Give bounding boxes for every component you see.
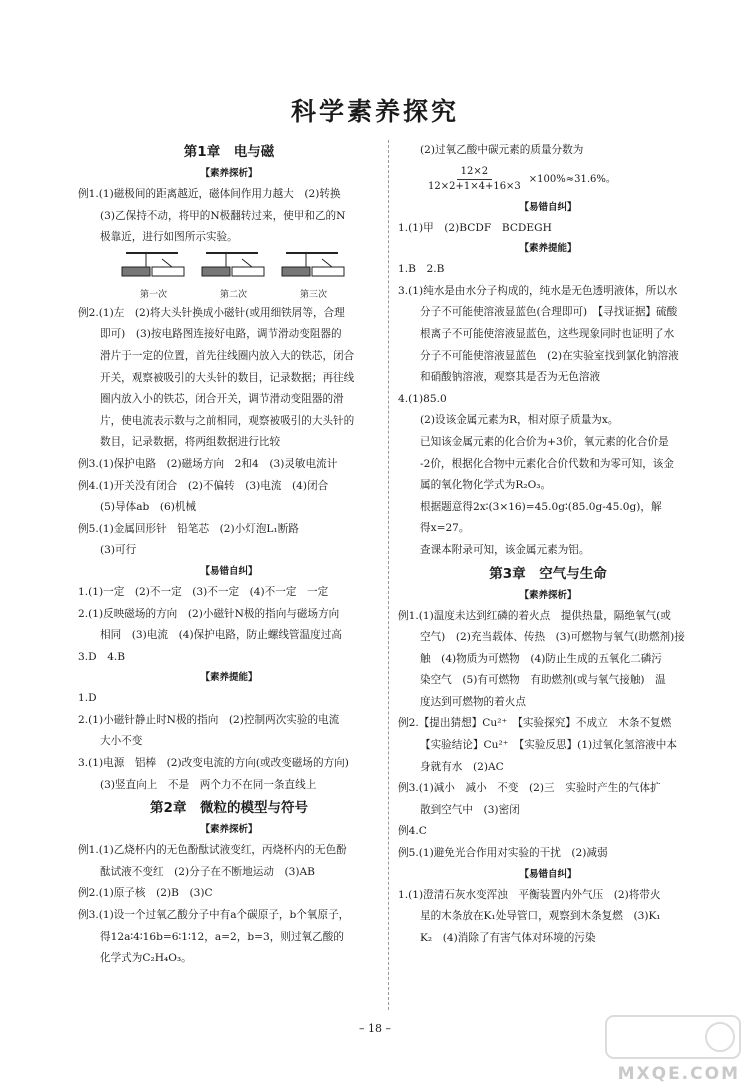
section-heading: 【素养探析】	[519, 589, 577, 601]
formula-intro: (2)过氧乙酸中碳元素的质量分数为	[420, 144, 584, 156]
answer-line: 身就有水 (2)AC	[420, 760, 504, 773]
answer-line: 已知该金属元素的化合价为+3价，氧元素的化合价是	[420, 435, 669, 448]
magnet-experiment-figure	[78, 249, 380, 303]
answer-line: 例4.C	[398, 825, 427, 838]
formula-block	[398, 140, 698, 198]
answer-line: 例3.(1)减小 减小 不变 (2)三 实验时产生的气体扩	[398, 782, 661, 795]
answer-line: 例3.(1)保护电路 (2)磁场方向 2和4 (3)灵敏电流计	[78, 457, 338, 470]
answer-line: 3.(1)电源 铝棒 (2)改变电流的方向(或改变磁场的方向)	[78, 757, 349, 770]
answer-line: 和硝酸钠溶液，观察其是否为无色溶液	[420, 371, 601, 384]
magnet-setup-2	[202, 253, 264, 276]
answer-line: 圈内放入小的铁芯，闭合开关，调节滑动变阻器的滑	[100, 393, 344, 406]
chapter-heading: 第2章 微粒的模型与符号	[150, 800, 308, 817]
answer-line: 1.B 2.B	[398, 263, 445, 276]
answer-line: 例1.(1)磁极间的距离越近，磁体间作用力越大 (2)转换	[78, 188, 341, 200]
left-column	[78, 140, 380, 970]
answer-line: 开关，观察被吸引的大头针的数目，记录数据；再往线	[100, 371, 355, 384]
answer-line: -2价，根据化合物中元素化合价代数和为零可知，该金	[420, 457, 674, 470]
section-heading: 【素养提能】	[519, 243, 577, 255]
bar-magnet	[122, 267, 150, 276]
answer-line: 属的氧化物化学式为R₂O₃。	[420, 479, 552, 492]
answer-line: 例5.(1)金属回形针 铅笔芯 (2)小灯泡L₁断路	[78, 522, 299, 535]
answer-line: 即可) (3)按电路图连接好电路，调节滑动变阻器的	[100, 328, 342, 341]
answer-line: 分子不可能使溶液显蓝色 (2)在实验室找到氯化钠溶液	[420, 349, 679, 362]
answer-line: 例1.(1)温度未达到红磷的着火点 提供热量，隔绝氧气(或	[398, 609, 671, 622]
answer-line: 1.(1)一定 (2)不一定 (3)不一定 (4)不一定 一定	[78, 585, 329, 598]
support-line	[242, 259, 252, 267]
answer-line: 1.(1)甲 (2)BCDF BCDEGH	[398, 221, 552, 234]
answer-line: 触 (4)物质为可燃物 (4)防止生成的五氧化二磷污	[420, 652, 662, 665]
answer-line: 例2.(1)左 (2)将大头针换成小磁针(或用细铁屑等，合理	[78, 306, 345, 319]
formula-result: ×100%≈31.6%。	[528, 173, 616, 185]
answer-line: 2.(1)小磁针静止时N极的指向 (2)控制两次实验的电流	[78, 713, 340, 726]
answer-line: 化学式为C₂H₄O₃。	[100, 952, 192, 965]
answer-line: 根离子不可能使溶液显蓝色，这些现象同时也证明了水	[420, 327, 675, 340]
chapter-heading: 第3章 空气与生命	[489, 565, 607, 582]
magnet-setup-1	[122, 253, 184, 276]
section-heading: 【易错自纠】	[519, 201, 577, 213]
answer-line: 4.(1)85.0	[398, 392, 447, 405]
answer-line: 散到空气中 (3)密闭	[420, 803, 520, 816]
fraction	[424, 165, 525, 194]
answer-line: 滑片于一定的位置，首先往线圈内放入大的铁芯，闭合	[100, 349, 355, 362]
answer-line: 例1.(1)乙烧杯内的无色酚酞试液变红，丙烧杯内的无色酚	[78, 844, 347, 857]
answer-line: 根据题意得2x∶(3×16)=45.0g∶(85.0g-45.0g)，解	[420, 500, 662, 513]
figure-caption: 第二次	[220, 289, 248, 300]
answer-line: (3)竖直向上 不是 两个力不在同一条直线上	[100, 778, 317, 791]
answer-line: 3.D 4.B	[78, 650, 126, 663]
answer-line: 1.(1)澄清石灰水变浑浊 平衡装置内外气压 (2)将带火	[398, 888, 661, 901]
answer-line: 1.D	[78, 692, 97, 705]
right-column	[398, 140, 698, 949]
answer-line: 数目，记录数据，将两组数据进行比较	[100, 436, 281, 449]
answer-line: K₂ (4)消除了有害气体对环境的污染	[420, 931, 596, 944]
answer-line: 得x=27。	[420, 522, 470, 535]
answer-line: 【实验结论】Cu²⁺ 【实验反思】(1)过氧化氢溶液中本	[420, 739, 677, 752]
bar-magnet	[312, 267, 344, 276]
answer-line: (2)设该金属元素为R，相对原子质量为x。	[420, 414, 619, 427]
bar-magnet	[202, 267, 230, 276]
page-title: 科学素养探究	[290, 97, 459, 126]
bar-magnet	[282, 267, 310, 276]
answer-line: 极靠近，进行如图所示实验。	[100, 231, 238, 244]
answer-line: 例2.(1)原子核 (2)B (3)C	[78, 887, 213, 900]
answer-line: 星的木条放在K₁处导管口，观察到木条复燃 (3)K₁	[420, 910, 661, 923]
column-divider	[388, 140, 389, 1010]
bar-magnet	[152, 267, 184, 276]
answer-line: 得12a∶4∶16b=6∶1∶12，a=2，b=3，则过氧乙酸的	[100, 930, 344, 943]
figure-captions	[138, 285, 358, 299]
section-heading: 【素养探析】	[200, 168, 258, 179]
answer-line: 例5.(1)避免光合作用对实验的干扰 (2)减弱	[398, 847, 608, 860]
chapter-heading: 第1章 电与磁	[183, 144, 275, 160]
answer-line: 度达到可燃物的着火点	[420, 695, 526, 708]
bar-magnet	[232, 267, 264, 276]
fraction-numerator: 12×2	[457, 165, 492, 180]
magnet-setup-3	[282, 253, 344, 276]
answer-line: (3)乙保持不动，将甲的N极翻转过来，使甲和乙的N	[100, 209, 346, 222]
section-heading: 【易错自纠】	[200, 565, 258, 577]
watermark-text: MXQE.COM	[617, 1064, 740, 1084]
answer-line: (3)可行	[100, 544, 137, 557]
answer-line: 染空气 (5)有可燃物 有助燃剂(或与氧气接触) 温	[420, 674, 666, 687]
answer-line: 例2.【提出猜想】Cu²⁺ 【实验探究】不成立 木条不复燃	[398, 717, 672, 730]
answer-line: 相同 (3)电流 (4)保护电路，防止螺线管温度过高	[100, 629, 342, 642]
answer-line: 3.(1)纯水是由水分子构成的，纯水是无色透明液体，所以水	[398, 284, 678, 297]
figure-caption: 第一次	[140, 289, 168, 300]
magnet-diagram	[118, 249, 358, 285]
answer-line: 片，使电流表示数与之前相同，观察被吸引的大头针的	[100, 414, 355, 427]
answer-line: (5)导体ab (6)机械	[100, 501, 197, 514]
section-heading: 【素养探析】	[200, 824, 258, 836]
answer-line: 例4.(1)开关没有闭合 (2)不偏转 (3)电流 (4)闭合	[78, 479, 329, 492]
answer-line: 分子不可能使溶液显蓝色(合理即可) 【寻找证据】硫酸	[420, 306, 678, 319]
fraction-denominator: 12×2+1×4+16×3	[428, 181, 521, 193]
answer-line: 酞试液不变红 (2)分子在不断地运动 (3)AB	[100, 865, 315, 878]
answer-line: 例3.(1)设一个过氧乙酸分子中有a个碳原子，b个氧原子，	[78, 909, 350, 922]
answer-line: 2.(1)反映磁场的方向 (2)小磁针N极的指向与磁场方向	[78, 607, 340, 620]
answer-line: 大小不变	[100, 735, 143, 748]
figure-caption: 第三次	[300, 289, 328, 300]
section-heading: 【素养提能】	[200, 672, 258, 684]
page-number: – 18 –	[359, 1022, 391, 1035]
support-line	[162, 259, 172, 267]
section-heading: 【易错自纠】	[519, 868, 577, 880]
fraction-expression	[398, 162, 698, 198]
answer-line: 空气) (2)充当载体、传热 (3)可燃物与氧气(助燃剂)接	[420, 631, 685, 644]
answer-line: 查课本附录可知，该金属元素为铝。	[420, 543, 590, 556]
support-line	[322, 259, 332, 267]
